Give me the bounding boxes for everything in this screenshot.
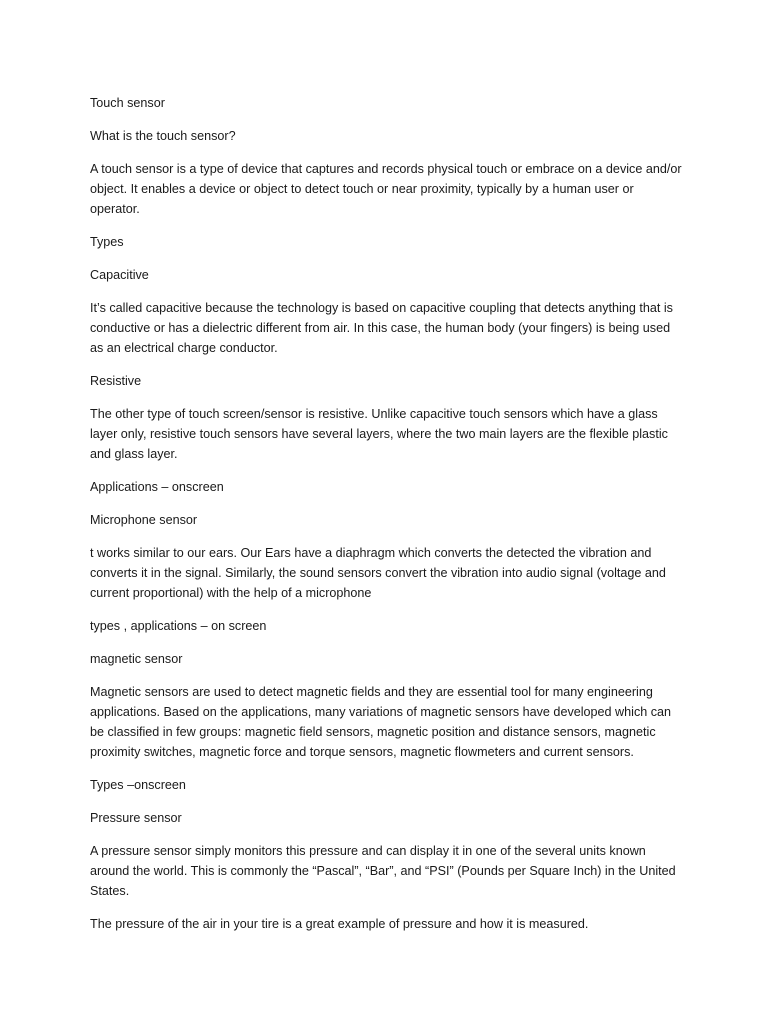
body-paragraph: t works similar to our ears. Our Ears have a diaphragm which converts the detected the vibration and converts it in the signal. Similarly, the sound sensors convert the vibration into audio signal (voltage and current proportional) with the help of a microphone xyxy=(90,546,666,600)
body-paragraph: Magnetic sensors are used to detect magnetic fields and they are essential tool for many engineering applications. Based on the applications, many variations of magnetic sensors have developed which can be classified in few groups: magnetic field sensors, magnetic position and distance sensors, magnetic proximity switches, magnetic force and torque sensors, magnetic flowmeters and current sensors. xyxy=(90,685,672,759)
body-paragraph: A touch sensor is a type of device that captures and records physical touch or embrace on a device and/or object. It enables a device or object to detect touch or near proximity, typically by a human user or operator. xyxy=(90,162,682,216)
body-paragraph: The pressure of the air in your tire is a great example of pressure and how it is measured. xyxy=(90,917,589,931)
section-heading: What is the touch sensor? xyxy=(90,129,236,143)
section-heading: Types –onscreen xyxy=(90,778,186,792)
body-paragraph: A pressure sensor simply monitors this pressure and can display it in one of the several units known around the world. This is commonly the “Pascal”, “Bar”, and “PSI” (Pounds per Square Inch) in the United States. xyxy=(90,844,676,898)
section-heading: Microphone sensor xyxy=(90,513,198,527)
document-title: Touch sensor xyxy=(90,96,165,110)
section-heading: Applications – onscreen xyxy=(90,480,224,494)
section-heading: magnetic sensor xyxy=(90,652,183,666)
document-page xyxy=(90,93,682,947)
section-heading: Resistive xyxy=(90,374,142,388)
section-heading: Types xyxy=(90,235,124,249)
body-paragraph: It’s called capacitive because the technology is based on capacitive coupling that detects anything that is conductive or has a dielectric different from air. In this case, the human body (your fingers) is being used as an electrical charge conductor. xyxy=(90,301,673,355)
section-heading: Capacitive xyxy=(90,268,149,282)
section-heading: types , applications – on screen xyxy=(90,619,267,633)
body-paragraph: The other type of touch screen/sensor is resistive. Unlike capacitive touch sensors which have a glass layer only, resistive touch sensors have several layers, where the two main layers are the flexible plastic and glass layer. xyxy=(90,407,668,461)
section-heading: Pressure sensor xyxy=(90,811,182,825)
